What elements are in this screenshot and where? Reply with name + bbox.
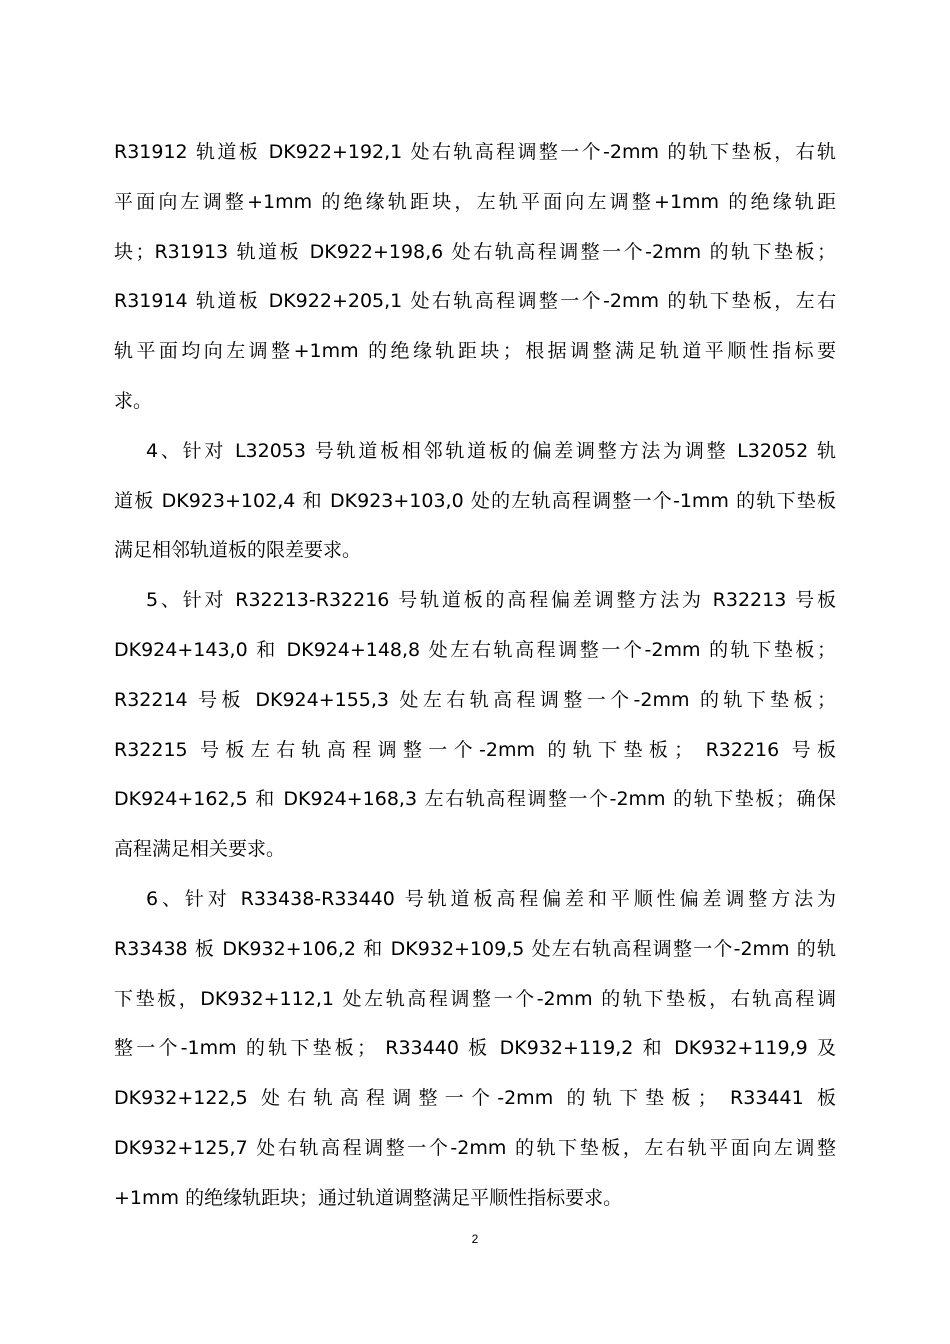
text-line: 下垫板，DK932+112,1 处左轨高程调整一个-2mm 的轨下垫板，右轨高程调 — [114, 987, 836, 1010]
page-number: 2 — [471, 1232, 479, 1246]
text-line: R31914 轨道板 DK922+205,1 处右轨高程调整一个-2mm 的轨下垫板，左右 — [114, 290, 836, 313]
text-line: R32214 号板 DK924+155,3 处左右轨高程调整一个-2mm 的轨下垫板； — [114, 688, 836, 711]
text-line: 6、针对 R33438-R33440 号轨道板高程偏差和平顺性偏差调整方法为 — [146, 887, 836, 910]
text-line: 满足相邻轨道板的限差要求。 — [114, 539, 362, 562]
text-line: DK932+125,7 处右轨高程调整一个-2mm 的轨下垫板，左右轨平面向左调整 — [114, 1136, 836, 1159]
text-line: DK932+122,5 处右轨高程调整一个-2mm 的轨下垫板； R33441 板 — [114, 1087, 836, 1110]
text-line: DK924+162,5 和 DK924+168,3 左右轨高程调整一个-2mm 的轨下垫板；确保 — [114, 788, 836, 811]
paragraph-1 — [114, 128, 836, 427]
paragraph-3 — [114, 576, 836, 875]
text-line: 平面向左调整+1mm 的绝缘轨距块，左轨平面向左调整+1mm 的绝缘轨距 — [114, 190, 836, 213]
text-line: +1mm 的绝缘轨距块；通过轨道调整满足平顺性指标要求。 — [114, 1186, 623, 1209]
text-line: 求。 — [114, 389, 153, 412]
text-line: R31912 轨道板 DK922+192,1 处右轨高程调整一个-2mm 的轨下垫板，右轨 — [114, 141, 836, 163]
text-line: DK924+143,0 和 DK924+148,8 处左右轨高程调整一个-2mm 的轨下垫板； — [114, 638, 836, 661]
paragraph-4 — [114, 875, 836, 1224]
text-line: 5、针对 R32213-R32216 号轨道板的高程偏差调整方法为 R32213 号板 — [146, 589, 836, 612]
text-line: 块；R31913 轨道板 DK922+198,6 处右轨高程调整一个-2mm 的轨下垫板； — [114, 240, 836, 263]
paragraph-2 — [114, 427, 836, 576]
text-line: 4、针对 L32053 号轨道板相邻轨道板的偏差调整方法为调整 L32052 轨 — [146, 439, 836, 462]
text-line: 高程满足相关要求。 — [114, 838, 286, 861]
text-line: 轨平面均向左调整+1mm 的绝缘轨距块；根据调整满足轨道平顺性指标要 — [114, 340, 836, 363]
text-line: R33438 板 DK932+106,2 和 DK932+109,5 处左右轨高程调整一个-2mm 的轨 — [114, 937, 836, 960]
text-line: R32215 号板左右轨高程调整一个-2mm 的轨下垫板； R32216 号板 — [114, 738, 836, 761]
text-line: 整一个-1mm 的轨下垫板； R33440 板 DK932+119,2 和 DK932+119,9 及 — [114, 1037, 836, 1060]
document-body — [114, 128, 836, 1224]
text-line: 道板 DK923+102,4 和 DK923+103,0 处的左轨高程调整一个-1mm 的轨下垫板 — [114, 489, 836, 512]
